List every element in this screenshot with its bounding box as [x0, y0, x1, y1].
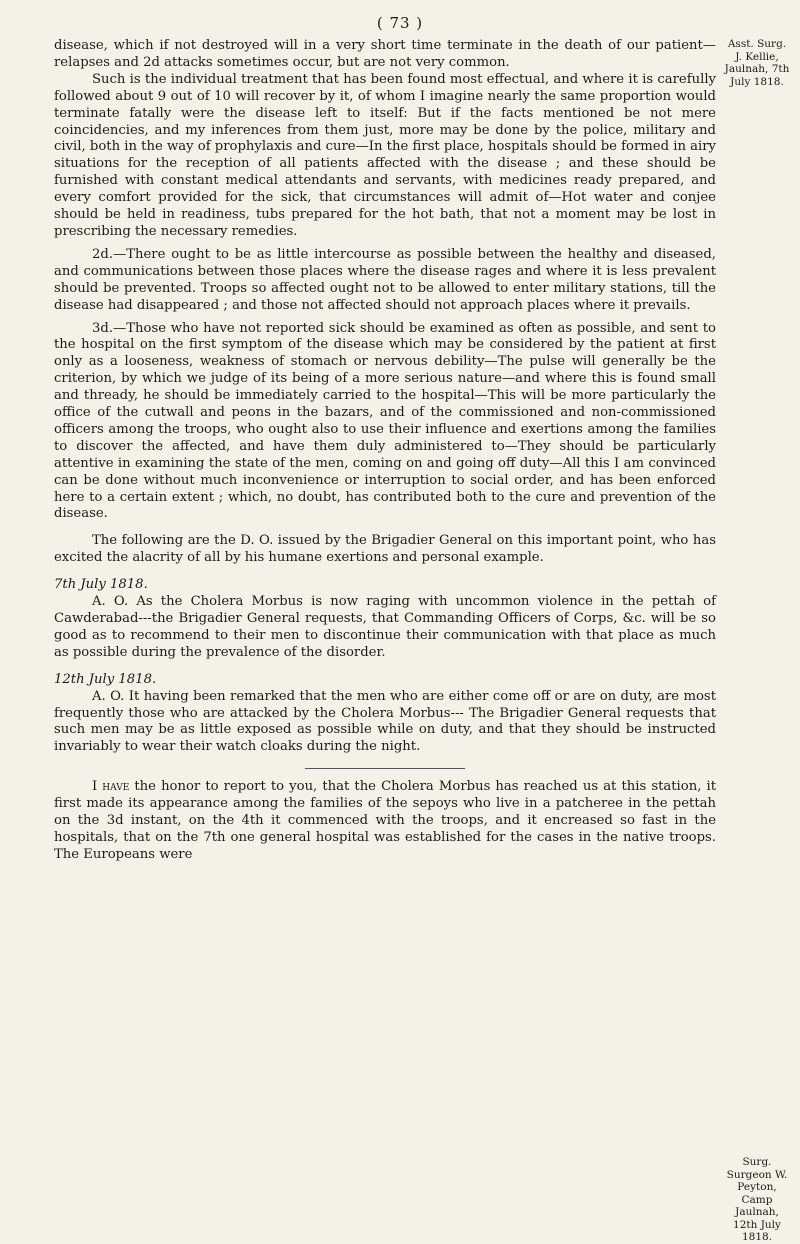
report-paragraph [54, 779, 716, 864]
order-date-1: 7th July 1818. [54, 577, 148, 593]
paragraph-3: 2d.—There ought to be as little intercourse as possible between the healthy and diseased, and communications between those places where the disease rages and where it is less prevalent should be prevented. Troops so affected ought not to be allowed to enter military stations, till the disease had disappeared ; and those not affected should not approach places where it prevails. [54, 246, 716, 313]
section-divider [305, 768, 465, 769]
page-number: ( 73 ) [376, 14, 424, 32]
order-date-2: 12th July 1818. [54, 671, 157, 687]
order-1: A. O. As the Cholera Morbus is now raging with uncommon violence in the pettah of Cawderabad---the Brigadier General requests, that Commanding Officers of Corps, &c. will be so good as to recommend to their men to discontinue their communication with that place as much as possible during the prevalence of the disorder. [54, 594, 716, 660]
report-lead: I have [92, 779, 130, 795]
margin-note-kellie: Asst. Surg. J. Kellie, Jaulnah, 7th July 1818. [724, 38, 790, 88]
paragraph-5: The following are the D. O. issued by the Brigadier General on this important point, who has excited the alacrity of all by his humane exertions and personal example. [54, 533, 716, 566]
paragraph-4: 3d.—Those who have not reported sick should be examined as often as possible, and sent to the hospital on the first symptom of the disease which may be considered by the patient at first only as a looseness, weakness of stomach or nervous debility—The pulse will generally be the criterion, by which we judge of its being of a more serious nature—and where this is found small and thready, he should be immediately carried to the hospital—This will be more particularly the office of the cutwall and peons in the bazars, and of the commissioned and non-commissioned officers among the troops, who ought also to use their influence and exertions among the families to discover the affected, and have them duly administered to—They should be particularly attentive in examining the state of the men, coming on and going off duty—All this I am convinced can be done without much inconvenience or interruption to social order, and has been enforced here to a certain extent ; which, no doubt, has contributed both to the cure and prevention of the disease. [54, 320, 716, 522]
report-text: the honor to report to you, that the Cholera Morbus has reached us at this station, it first made its appearance among the families of the sepoys who live in a patcheree in the pettah on the 3d instant, on the 4th it commenced with the troops, and it encreased so fast in the hospitals, that on the 7th one general hospital was established for the cases in the native troops. The Europeans were [54, 779, 716, 862]
paragraph-2: Such is the individual treatment that has been found most effectual, and where it is carefully followed about 9 out of 10 will recover by it, of whom I imagine nearly the same proportion would terminate fatally were the disease left to itself: But if the facts mentioned be not mere coincidencies, and my inferences from them just, more may be done by the police, military and civil, both in the way of prophylaxis and cure—In the first place, hospitals should be formed in airy situations for the reception of all patients affected with the disease ; and these should be furnished with constant medical attendants and servants, with medicines ready prepared, and every comfort provided for the sick, that circumstances will admit of—Hot water and conjee should be held in readiness, tubs prepared for the hot bath, that not a moment may be lost in prescribing the necessary remedies. [54, 71, 716, 239]
order-2: A. O. It having been remarked that the men who are either come off or are on duty, are most frequently those who are attacked by the Cholera Morbus--- The Brigadier General requests that such men may be as little exposed as possible while on duty, and that they should be instructed invariably to wear their watch cloaks during the night. [54, 688, 716, 755]
margin-note-peyton: Surg. Surgeon W. Peyton, Camp Jaulnah, 12th July 1818. [726, 1156, 788, 1243]
body-text [54, 38, 716, 864]
paragraph-1: disease, which if not destroyed will in a very short time terminate in the death of our patient—relapses and 2d attacks sometimes occur, but are not very common. [54, 38, 716, 70]
